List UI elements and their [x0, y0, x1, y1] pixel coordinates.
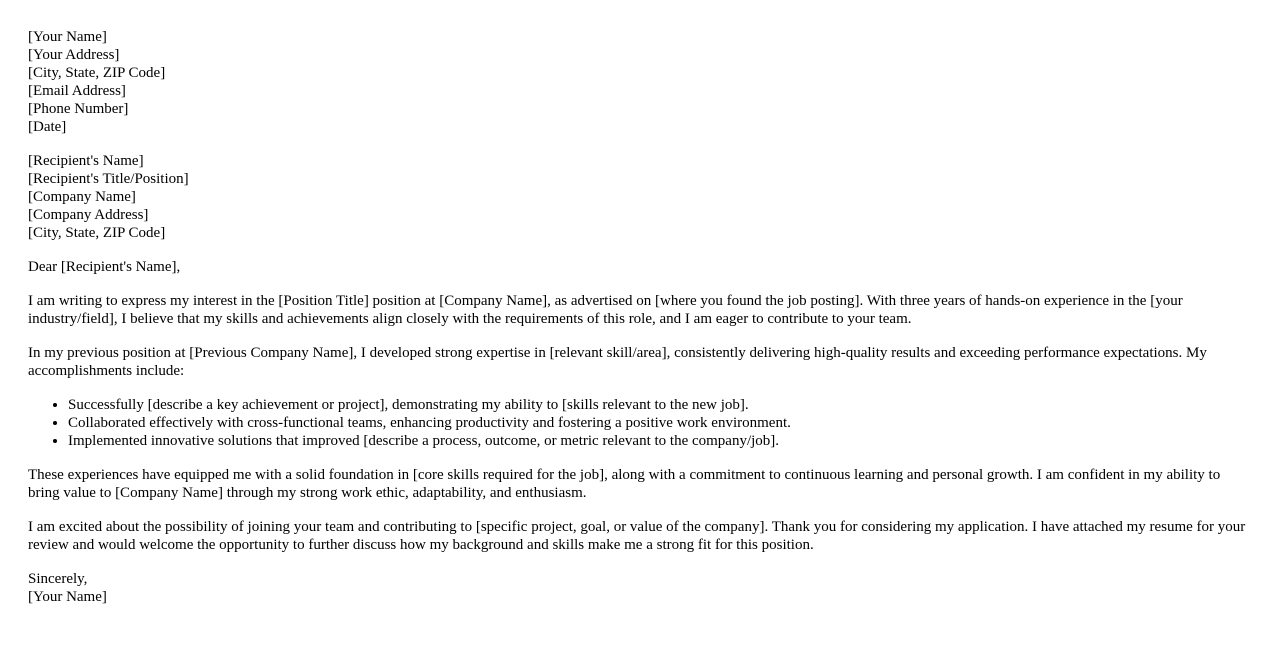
- recipient-name: [Recipient's Name]: [28, 153, 144, 169]
- recipient-company-address: [Company Address]: [28, 207, 149, 223]
- letter-date: [Date]: [28, 119, 67, 135]
- recipient-city-state-zip: [City, State, ZIP Code]: [28, 225, 166, 241]
- sender-phone: [Phone Number]: [28, 101, 129, 117]
- body-paragraph-foundation: These experiences have equipped me with a solid foundation in [core skills required for the job], along with a commitment to continuous learning and personal growth. I am confident in my ability to bring value to [Company Name] through my strong work ethic, adaptability, and enthusiasm.: [28, 467, 1221, 501]
- accomplishments-list: [28, 396, 1250, 450]
- signoff-block: [28, 570, 1250, 606]
- body-paragraph-experience: In my previous position at [Previous Company Name], I developed strong expertise in [relevant skill/area], consistently delivering high-quality results and exceeding performance expectations. My accomplishments include:: [28, 345, 1207, 379]
- body-paragraph-closing: I am excited about the possibility of joining your team and contributing to [specific project, goal, or value of the company]. Thank you for considering my application. I have attached my resume for your review and would welcome the opportunity to further discuss how my background and skills make me a strong fit for this position.: [28, 519, 1246, 553]
- sender-address: [Your Address]: [28, 47, 120, 63]
- list-item: • Collaborated effectively with cross-functional teams, enhancing productivity and fostering a positive work environment.: [68, 414, 1250, 432]
- recipient-company: [Company Name]: [28, 189, 136, 205]
- salutation: Dear [Recipient's Name],: [28, 259, 181, 275]
- signoff-closing: Sincerely,: [28, 571, 88, 587]
- recipient-title: [Recipient's Title/Position]: [28, 171, 189, 187]
- sender-city-state-zip: [City, State, ZIP Code]: [28, 65, 166, 81]
- list-item: • Successfully [describe a key achievement or project], demonstrating my ability to [skills relevant to the new job].: [68, 396, 1250, 414]
- signoff-name: [Your Name]: [28, 589, 107, 605]
- sender-name: [Your Name]: [28, 29, 107, 45]
- list-item: • Implemented innovative solutions that improved [describe a process, outcome, or metric relevant to the company/job].: [68, 432, 1250, 450]
- recipient-address-block: [28, 152, 1250, 242]
- sender-email: [Email Address]: [28, 83, 126, 99]
- body-paragraph-intro: I am writing to express my interest in the [Position Title] position at [Company Name], as advertised on [where you found the job posting]. With three years of hands-on experience in the [your industry/field], I believe that my skills and achievements align closely with the requirements of this role, and I am eager to contribute to your team.: [28, 293, 1183, 327]
- sender-address-block: [28, 28, 1250, 136]
